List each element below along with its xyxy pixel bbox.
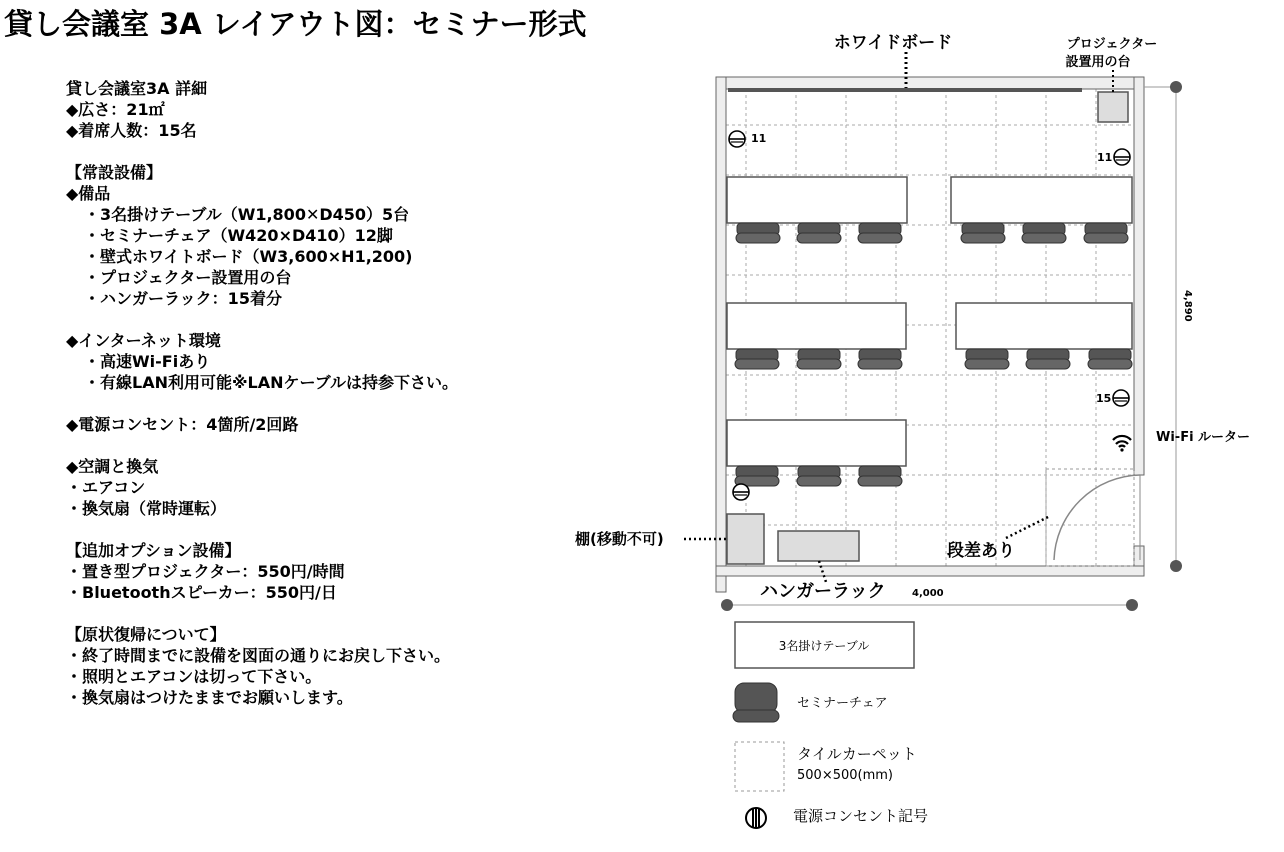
seminar-chair bbox=[1088, 349, 1132, 369]
table bbox=[956, 303, 1132, 349]
shelf bbox=[727, 514, 764, 564]
door bbox=[1046, 469, 1140, 566]
table bbox=[951, 177, 1132, 223]
seminar-chair bbox=[797, 466, 841, 486]
seminar-chair bbox=[965, 349, 1009, 369]
height-dimension: 4,890 bbox=[1182, 290, 1193, 322]
outlet-icon bbox=[733, 484, 749, 500]
wifi-icon bbox=[1113, 436, 1131, 452]
outlet-count-right-mid: 15 bbox=[1096, 392, 1112, 405]
hanger-rack bbox=[778, 531, 859, 561]
dim-node bbox=[1170, 81, 1182, 93]
legend-outlet-label: 電源コンセント記号 bbox=[793, 807, 929, 825]
seminar-chair bbox=[858, 223, 902, 243]
seminar-chair bbox=[1026, 349, 1070, 369]
aircon-heading: ◆空調と換気 bbox=[66, 457, 159, 476]
whiteboard-label: ホワイドボード bbox=[833, 33, 953, 53]
seminar-chair bbox=[797, 223, 841, 243]
legend-carpet-swatch bbox=[735, 742, 784, 791]
wall-top bbox=[716, 77, 1144, 89]
table bbox=[727, 303, 906, 349]
legend-chair-swatch bbox=[733, 683, 779, 722]
projector-label-line1: プロジェクター bbox=[1066, 37, 1158, 52]
equipment-item: ・プロジェクター設置用の台 bbox=[84, 268, 292, 287]
seminar-chair bbox=[1022, 223, 1066, 243]
tables bbox=[727, 177, 1132, 466]
dim-node bbox=[1170, 560, 1182, 572]
legend-carpet-label: タイルカーペット bbox=[797, 745, 917, 763]
seminar-chair bbox=[797, 349, 841, 369]
equipment-item: ・壁式ホワイトボード（W3,600×H1,200) bbox=[84, 247, 413, 266]
equipment-item: ・ハンガーラック：15着分 bbox=[84, 289, 282, 308]
dim-node bbox=[1126, 599, 1138, 611]
power-outlets: ◆電源コンセント：4箇所/2回路 bbox=[66, 415, 299, 434]
projector-label-line2: 設置用の台 bbox=[1065, 55, 1131, 70]
restore-item: ・終了時間までに設備を図面の通りにお戻し下さい。 bbox=[66, 646, 451, 665]
outlet-icon bbox=[1113, 390, 1129, 406]
wall-left bbox=[716, 77, 726, 592]
table bbox=[727, 420, 906, 466]
details-seats: ◆着席人数：15名 bbox=[66, 121, 197, 140]
shelf-label: 棚(移動不可) bbox=[575, 530, 664, 548]
wall-right-upper bbox=[1134, 77, 1144, 475]
equipment-heading: ◆備品 bbox=[66, 184, 111, 203]
seminar-chair bbox=[736, 223, 780, 243]
details-heading: 貸し会議室3A 詳細 bbox=[66, 79, 208, 98]
restore-item: ・照明とエアコンは切って下さい。 bbox=[66, 667, 322, 686]
seminar-chair bbox=[858, 349, 902, 369]
outlet-count-top-left: 11 bbox=[751, 132, 767, 145]
aircon-item: ・換気扇（常時運転） bbox=[66, 499, 227, 518]
outlet-icon bbox=[729, 131, 745, 147]
standard-equipment-heading: 【常設設備】 bbox=[66, 163, 163, 182]
seminar-chair bbox=[735, 349, 779, 369]
legend bbox=[733, 622, 928, 828]
options-heading: 【追加オプション設備】 bbox=[66, 541, 241, 560]
wall-bottom bbox=[716, 566, 1144, 576]
options-item: ・置き型プロジェクター：550円/時間 bbox=[66, 562, 345, 581]
outlet-symbol-icon bbox=[746, 808, 766, 828]
internet-heading: ◆インターネット環境 bbox=[66, 331, 221, 350]
step-leader bbox=[1006, 516, 1050, 538]
hanger-label: ハンガーラック bbox=[760, 581, 886, 602]
aircon-item: ・エアコン bbox=[66, 478, 146, 497]
restore-heading: 【原状復帰について】 bbox=[66, 625, 226, 644]
seminar-chair bbox=[961, 223, 1005, 243]
seminar-chair bbox=[735, 466, 779, 486]
wifi-label: Wi-Fi ルーター bbox=[1156, 430, 1251, 445]
table bbox=[727, 177, 907, 223]
outlet-count-top-right: 11 bbox=[1097, 151, 1113, 164]
dim-node bbox=[721, 599, 733, 611]
options-item: ・Bluetoothスピーカー：550円/日 bbox=[66, 583, 337, 602]
seminar-chair bbox=[858, 466, 902, 486]
page-title: 貸し会議室 3A レイアウト図：セミナー形式 bbox=[4, 7, 587, 41]
legend-carpet-size: 500×500(mm) bbox=[797, 768, 893, 783]
internet-item: ・有線LAN利用可能※LANケーブルは持参下さい。 bbox=[84, 373, 459, 392]
legend-table-label: 3名掛けテーブル bbox=[778, 639, 870, 653]
step-label: 段差あり bbox=[947, 541, 1015, 561]
whiteboard bbox=[728, 88, 1082, 92]
projector-stand bbox=[1098, 92, 1128, 122]
legend-chair-label: セミナーチェア bbox=[797, 696, 888, 711]
width-dimension: 4,000 bbox=[912, 588, 944, 599]
internet-item: ・高速Wi-Fiあり bbox=[84, 352, 211, 371]
equipment-item: ・3名掛けテーブル（W1,800✕D450）5台 bbox=[84, 205, 410, 224]
restore-item: ・換気扇はつけたままでお願いします。 bbox=[66, 688, 353, 707]
seminar-chair bbox=[1084, 223, 1128, 243]
outlet-icon bbox=[1114, 149, 1130, 165]
equipment-item: ・セミナーチェア（W420×D410）12脚 bbox=[84, 226, 393, 245]
details-area: ◆広さ：21㎡ bbox=[66, 100, 165, 119]
